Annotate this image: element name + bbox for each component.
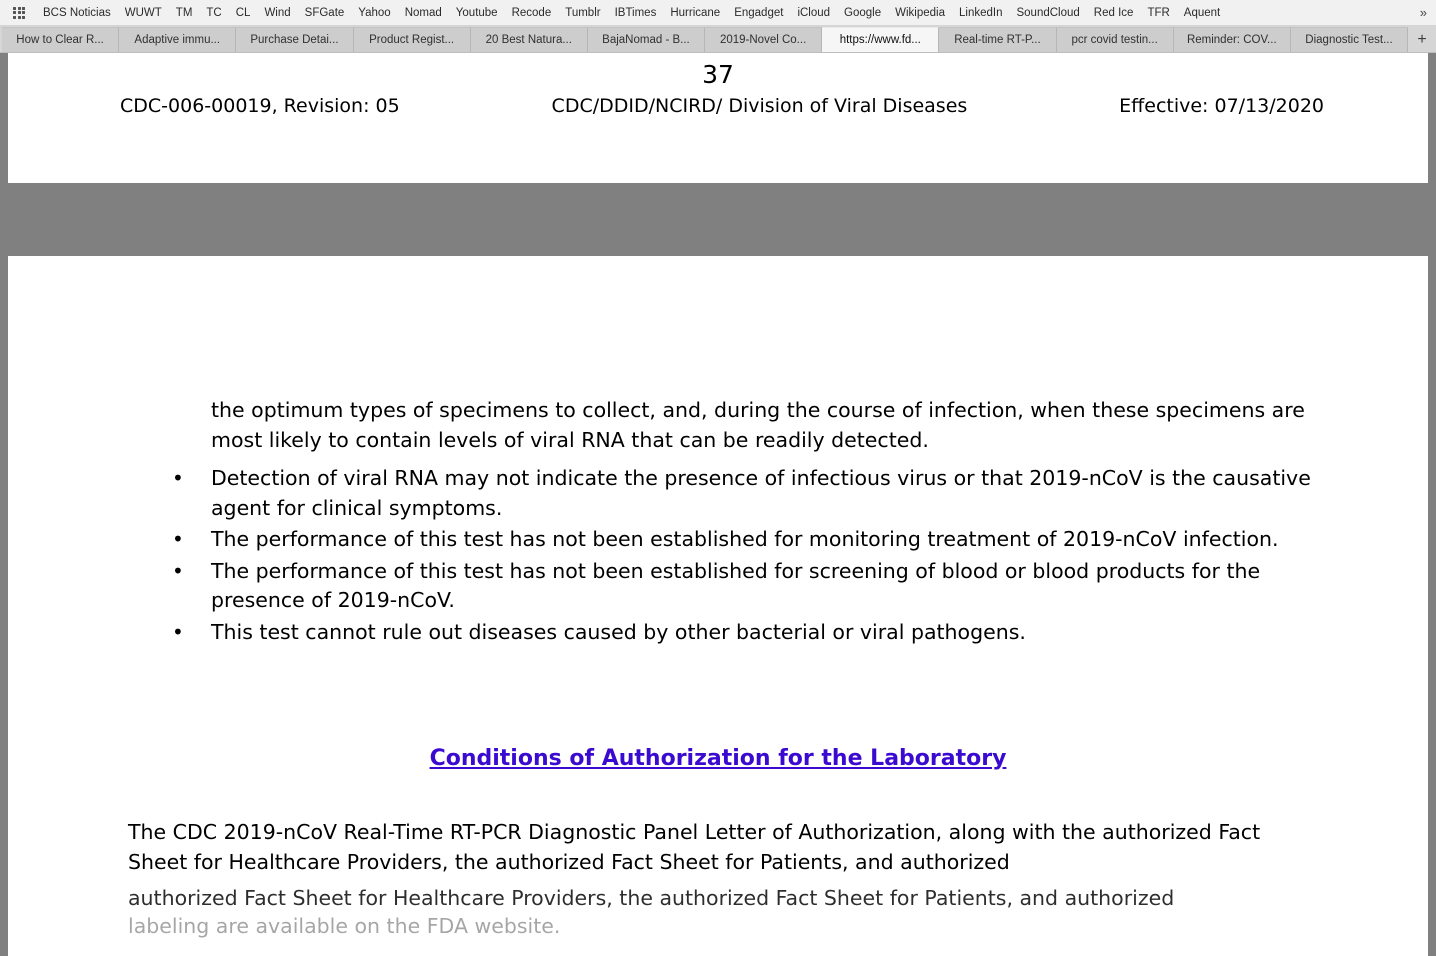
- browser-tab[interactable]: How to Clear R...: [2, 27, 119, 52]
- list-item-text: The performance of this test has not been established for screening of blood or blood products for the presence of 2019-nCoV.: [211, 558, 1261, 613]
- list-item: [158, 557, 1318, 616]
- bookmark-item[interactable]: Yahoo: [358, 6, 391, 19]
- bookmarks-overflow-icon[interactable]: »: [1419, 5, 1426, 20]
- list-item-text: This test cannot rule out diseases caused by other bacterial or viral pathogens.: [211, 619, 1026, 644]
- bookmark-item[interactable]: IBTimes: [614, 6, 657, 19]
- bookmark-item[interactable]: Engadget: [734, 6, 784, 19]
- bookmark-item[interactable]: BCS Noticias: [43, 6, 111, 19]
- pdf-viewport[interactable]: [0, 53, 1436, 938]
- browser-tab[interactable]: BajaNomad - B...: [588, 27, 705, 52]
- list-item: [158, 618, 1318, 648]
- bookmark-item[interactable]: Red Ice: [1093, 6, 1134, 19]
- bookmark-item[interactable]: Wind: [264, 6, 291, 19]
- bookmark-item[interactable]: Nomad: [404, 6, 442, 19]
- bookmark-item[interactable]: TFR: [1147, 6, 1170, 19]
- list-item-text: The performance of this test has not been established for monitoring treatment of 2019-nCoV infection.: [211, 527, 1279, 552]
- bookmark-item[interactable]: iCloud: [797, 6, 831, 19]
- browser-tab[interactable]: Reminder: COV...: [1174, 27, 1291, 52]
- browser-tab[interactable]: Adaptive immu...: [119, 27, 236, 52]
- bookmark-item[interactable]: Tumblr: [565, 6, 601, 19]
- bookmark-item[interactable]: Youtube: [455, 6, 498, 19]
- browser-tab[interactable]: pcr covid testin...: [1057, 27, 1174, 52]
- new-tab-button[interactable]: +: [1417, 30, 1427, 48]
- bullet-icon: •: [172, 619, 184, 644]
- browser-tab[interactable]: Real-time RT-P...: [939, 27, 1056, 52]
- bookmark-item[interactable]: SFGate: [304, 6, 345, 19]
- bookmark-item[interactable]: TC: [206, 6, 222, 19]
- closing-paragraph: The CDC 2019-nCoV Real-Time RT-PCR Diagnostic Panel Letter of Authorization, along with the authorized Fact Sheet for Healthcare Providers, the authorized Fact Sheet for Patients, and authorized: [128, 820, 1261, 874]
- browser-tab[interactable]: Product Regist...: [354, 27, 471, 52]
- bookmark-item[interactable]: TM: [175, 6, 193, 19]
- tab-strip: [0, 26, 1436, 53]
- scroll-artifact-line-2: labeling are available on the FDA website.: [128, 914, 561, 938]
- bookmark-item[interactable]: Wikipedia: [895, 6, 945, 19]
- continued-paragraph: the optimum types of specimens to collect, and, during the course of infection, when these specimens are most likely to contain levels of viral RNA that can be readily detected.: [211, 398, 1305, 452]
- pdf-page-footer: [8, 95, 1428, 117]
- browser-tab[interactable]: 20 Best Natura...: [471, 27, 588, 52]
- bookmarks-bar: [0, 0, 1436, 26]
- bookmark-item[interactable]: CL: [235, 6, 251, 19]
- bullet-icon: •: [172, 527, 184, 552]
- bookmark-item[interactable]: Recode: [511, 6, 552, 19]
- limitations-bullet-list: [158, 464, 1318, 649]
- bookmark-item[interactable]: WUWT: [124, 6, 162, 19]
- scroll-artifact-line-1: authorized Fact Sheet for Healthcare Providers, the authorized Fact Sheet for Patients, and authorized: [128, 886, 1175, 910]
- list-item: [158, 464, 1318, 523]
- browser-tab[interactable]: Purchase Detai...: [236, 27, 353, 52]
- footer-doc-id: CDC-006-00019, Revision: 05: [120, 94, 400, 117]
- list-item: [158, 525, 1318, 555]
- browser-tab[interactable]: Diagnostic Test...: [1291, 27, 1408, 52]
- bullet-icon: •: [172, 466, 184, 490]
- browser-tab[interactable]: 2019-Novel Co...: [705, 27, 822, 52]
- browser-tab-active[interactable]: https://www.fd...: [822, 27, 939, 52]
- apps-grid-icon[interactable]: [8, 2, 30, 24]
- section-heading-link[interactable]: Conditions of Authorization for the Laboratory: [429, 746, 1007, 771]
- list-item-text: Detection of viral RNA may not indicate the presence of infectious virus or that 2019-nCoV is the causative agent for clinical symptoms.: [211, 466, 1311, 520]
- bookmark-item[interactable]: Aquent: [1183, 6, 1221, 19]
- bookmark-item[interactable]: Hurricane: [670, 6, 721, 19]
- bookmark-item[interactable]: SoundCloud: [1016, 6, 1080, 19]
- pdf-page-previous: [8, 53, 1428, 183]
- pdf-page-current: [8, 256, 1428, 956]
- bookmark-item[interactable]: LinkedIn: [959, 6, 1003, 19]
- footer-effective-date: Effective: 07/13/2020: [1119, 94, 1324, 117]
- bullet-icon: •: [172, 558, 184, 583]
- footer-division: CDC/DDID/NCIRD/ Division of Viral Diseases: [551, 94, 968, 117]
- pdf-page-number: 37: [702, 60, 734, 89]
- bookmark-item[interactable]: Google: [844, 6, 882, 19]
